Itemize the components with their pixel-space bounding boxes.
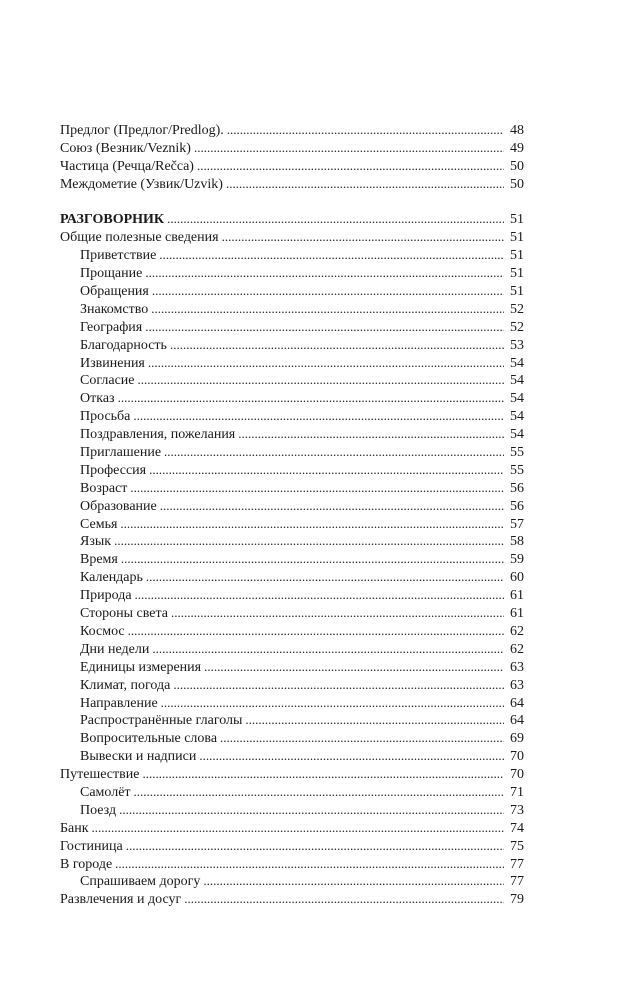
toc-entry bbox=[60, 264, 524, 282]
toc-page-number: 56 bbox=[510, 480, 524, 496]
toc-leader-dots bbox=[152, 282, 504, 300]
toc-page-number: 52 bbox=[510, 319, 524, 335]
toc-leader-dots bbox=[227, 121, 504, 139]
toc-leader-dots bbox=[199, 747, 504, 765]
toc-page-number: 71 bbox=[510, 784, 524, 800]
toc-leader-dots bbox=[134, 783, 504, 801]
toc-leader-dots bbox=[238, 425, 504, 443]
toc-entry-label: Язык bbox=[80, 534, 112, 550]
toc-page-number: 53 bbox=[510, 337, 524, 353]
toc-page-number: 48 bbox=[510, 123, 524, 138]
toc-leader-dots bbox=[173, 676, 504, 694]
toc-entry-label: Приглашение bbox=[80, 445, 162, 461]
toc-leader-dots bbox=[245, 711, 504, 729]
toc-entry-label: Поздравления, пожелания bbox=[80, 427, 236, 443]
table-of-contents bbox=[60, 121, 524, 908]
toc-entry-label: Единицы измерения bbox=[80, 659, 202, 675]
toc-page-number: 59 bbox=[510, 552, 524, 568]
toc-leader-dots bbox=[151, 300, 504, 318]
toc-entry bbox=[60, 676, 524, 694]
toc-entry-label: Время bbox=[80, 552, 118, 568]
toc-entry-label: Гостиница bbox=[60, 838, 123, 854]
toc-entry bbox=[60, 461, 524, 479]
toc-entry-label: Возраст bbox=[80, 480, 128, 496]
toc-page-number: 70 bbox=[510, 749, 524, 765]
toc-entry bbox=[60, 443, 524, 461]
toc-page-number: 54 bbox=[510, 373, 524, 389]
toc-entry-label: География bbox=[80, 319, 143, 335]
toc-leader-dots bbox=[152, 640, 504, 658]
toc-entry-label: Частица (Речца/Rečca) bbox=[60, 158, 194, 174]
toc-entry bbox=[60, 765, 524, 783]
toc-page-number: 70 bbox=[510, 767, 524, 783]
toc-entry bbox=[60, 515, 524, 533]
toc-entry-label: Развлечения и досуг bbox=[60, 892, 182, 908]
toc-entry bbox=[60, 139, 524, 157]
toc-entry-label: Направление bbox=[80, 695, 158, 711]
toc-page-number: 62 bbox=[510, 641, 524, 657]
toc-entry-label: Обращения bbox=[80, 284, 149, 300]
toc-page-number: 74 bbox=[510, 820, 524, 836]
toc-leader-dots bbox=[115, 855, 504, 873]
toc-page-number: 64 bbox=[510, 713, 524, 729]
toc-page-number: 63 bbox=[510, 659, 524, 675]
toc-entry bbox=[60, 872, 524, 890]
toc-entry bbox=[60, 121, 524, 139]
toc-leader-dots bbox=[184, 890, 504, 908]
toc-page-number: 63 bbox=[510, 677, 524, 693]
toc-entry bbox=[60, 568, 524, 586]
toc-leader-dots bbox=[138, 371, 505, 389]
toc-entry-label: В городе bbox=[60, 856, 113, 872]
toc-page-number: 49 bbox=[510, 140, 524, 156]
toc-leader-dots bbox=[164, 443, 504, 461]
toc-entry-label: Космос bbox=[80, 623, 125, 639]
toc-page-number: 54 bbox=[510, 427, 524, 443]
toc-entry-label: Природа bbox=[80, 588, 132, 604]
toc-leader-dots bbox=[226, 175, 504, 193]
toc-entry-label: Союз (Везник/Veznik) bbox=[60, 140, 191, 156]
toc-page-number: 64 bbox=[510, 695, 524, 711]
toc-leader-dots bbox=[204, 658, 504, 676]
toc-entry-label: Вывески и надписи bbox=[80, 749, 197, 765]
toc-leader-dots bbox=[135, 586, 504, 604]
toc-page-number: 61 bbox=[510, 606, 524, 622]
toc-entry bbox=[60, 658, 524, 676]
toc-entry-label: Образование bbox=[80, 498, 157, 514]
toc-leader-dots bbox=[220, 729, 504, 747]
toc-leader-dots bbox=[171, 604, 504, 622]
toc-entry bbox=[60, 837, 524, 855]
toc-entry-label: Календарь bbox=[80, 570, 143, 586]
toc-entry bbox=[60, 622, 524, 640]
toc-page-number: 60 bbox=[510, 570, 524, 586]
toc-entry bbox=[60, 282, 524, 300]
toc-entry bbox=[60, 371, 524, 389]
toc-spacer bbox=[60, 193, 524, 211]
toc-entry-label: Общие полезные сведения bbox=[60, 230, 219, 246]
toc-page-number: 77 bbox=[510, 856, 524, 872]
toc-entry-label: Банк bbox=[60, 820, 89, 836]
toc-page-number: 51 bbox=[510, 212, 524, 228]
toc-entry bbox=[60, 300, 524, 318]
toc-leader-dots bbox=[142, 765, 504, 783]
toc-entry bbox=[60, 586, 524, 604]
toc-leader-dots bbox=[170, 336, 504, 354]
toc-entry-label: Стороны света bbox=[80, 606, 168, 622]
toc-leader-dots bbox=[126, 837, 504, 855]
toc-leader-dots bbox=[118, 389, 504, 407]
toc-entry bbox=[60, 640, 524, 658]
toc-entry-label: Самолёт bbox=[80, 784, 131, 800]
toc-leader-dots bbox=[128, 622, 504, 640]
toc-entry-label: Приветствие bbox=[80, 248, 157, 264]
toc-entry bbox=[60, 246, 524, 264]
toc-entry bbox=[60, 336, 524, 354]
toc-entry bbox=[60, 890, 524, 908]
toc-entry-label: Предлог (Предлог/Predlog). bbox=[60, 123, 224, 138]
toc-page-number: 56 bbox=[510, 498, 524, 514]
toc-page-number: 52 bbox=[510, 301, 524, 317]
toc-entry bbox=[60, 157, 524, 175]
toc-leader-dots bbox=[148, 354, 504, 372]
toc-page-number: 55 bbox=[510, 445, 524, 461]
toc-entry-label: Отказ bbox=[80, 391, 115, 407]
toc-leader-dots bbox=[120, 515, 504, 533]
toc-entry bbox=[60, 532, 524, 550]
toc-page-number: 61 bbox=[510, 588, 524, 604]
toc-page-number: 54 bbox=[510, 409, 524, 425]
toc-leader-dots bbox=[119, 801, 504, 819]
toc-leader-dots bbox=[197, 157, 504, 175]
toc-entry bbox=[60, 497, 524, 515]
toc-page-number: 73 bbox=[510, 802, 524, 818]
toc-entry bbox=[60, 389, 524, 407]
toc-page-number: 54 bbox=[510, 391, 524, 407]
toc-entry-label: Спрашиваем дорогу bbox=[80, 874, 201, 890]
toc-page-number: 75 bbox=[510, 838, 524, 854]
toc-entry-label: Путешествие bbox=[60, 767, 140, 783]
toc-page-number: 50 bbox=[510, 158, 524, 174]
toc-entry-label: Благодарность bbox=[80, 337, 167, 353]
toc-leader-dots bbox=[159, 246, 504, 264]
toc-page-number: 57 bbox=[510, 516, 524, 532]
toc-page-number: 69 bbox=[510, 731, 524, 747]
toc-entry-label: Согласие bbox=[80, 373, 135, 389]
toc-entry bbox=[60, 729, 524, 747]
toc-entry bbox=[60, 694, 524, 712]
toc-leader-dots bbox=[114, 532, 504, 550]
toc-entry-label: Извинения bbox=[80, 355, 145, 371]
toc-page-number: 54 bbox=[510, 355, 524, 371]
toc-leader-dots bbox=[130, 479, 504, 497]
toc-leader-dots bbox=[160, 497, 504, 515]
toc-entry bbox=[60, 318, 524, 336]
toc-entry bbox=[60, 855, 524, 873]
toc-leader-dots bbox=[194, 139, 504, 157]
toc-page-number: 51 bbox=[510, 230, 524, 246]
toc-entry-label: Знакомство bbox=[80, 301, 149, 317]
toc-page-number: 51 bbox=[510, 284, 524, 300]
toc-leader-dots bbox=[121, 550, 504, 568]
toc-page-number: 79 bbox=[510, 892, 524, 908]
toc-leader-dots bbox=[222, 228, 504, 246]
toc-page-number: 55 bbox=[510, 462, 524, 478]
toc-page-number: 51 bbox=[510, 248, 524, 264]
toc-entry-label: Профессия bbox=[80, 462, 147, 478]
toc-page-number: 51 bbox=[510, 266, 524, 282]
toc-entry-label: Семья bbox=[80, 516, 118, 532]
toc-page-number: 77 bbox=[510, 874, 524, 890]
toc-entry bbox=[60, 711, 524, 729]
toc-entry bbox=[60, 479, 524, 497]
toc-leader-dots bbox=[145, 264, 504, 282]
toc-entry bbox=[60, 783, 524, 801]
toc-entry bbox=[60, 175, 524, 193]
toc-leader-dots bbox=[149, 461, 504, 479]
toc-entry bbox=[60, 819, 524, 837]
toc-entry bbox=[60, 425, 524, 443]
toc-leader-dots bbox=[146, 568, 504, 586]
toc-entry-label: Просьба bbox=[80, 409, 131, 425]
toc-entry bbox=[60, 228, 524, 246]
toc-entry bbox=[60, 604, 524, 622]
toc-leader-dots bbox=[167, 210, 504, 228]
toc-entry-label: Поезд bbox=[80, 802, 117, 818]
toc-entry-label: Прощание bbox=[80, 266, 143, 282]
toc-entry bbox=[60, 354, 524, 372]
toc-entry-label: Дни недели bbox=[80, 641, 150, 657]
toc-entry-label: Междометие (Узвик/Uzvik) bbox=[60, 176, 223, 192]
toc-entry bbox=[60, 550, 524, 568]
toc-leader-dots bbox=[92, 819, 504, 837]
toc-page-number: 50 bbox=[510, 176, 524, 192]
toc-page-number: 58 bbox=[510, 534, 524, 550]
toc-leader-dots bbox=[133, 407, 504, 425]
toc-entry-label: Вопросительные слова bbox=[80, 731, 218, 747]
toc-entry-label: РАЗГОВОРНИК bbox=[60, 212, 165, 228]
toc-leader-dots bbox=[161, 694, 504, 712]
toc-entry-label: Распространённые глаголы bbox=[80, 713, 243, 729]
toc-section-heading bbox=[60, 210, 524, 228]
toc-entry bbox=[60, 801, 524, 819]
toc-leader-dots bbox=[145, 318, 504, 336]
toc-entry bbox=[60, 407, 524, 425]
toc-entry-label: Климат, погода bbox=[80, 677, 171, 693]
toc-entry bbox=[60, 747, 524, 765]
toc-leader-dots bbox=[203, 872, 504, 890]
toc-page-number: 62 bbox=[510, 623, 524, 639]
